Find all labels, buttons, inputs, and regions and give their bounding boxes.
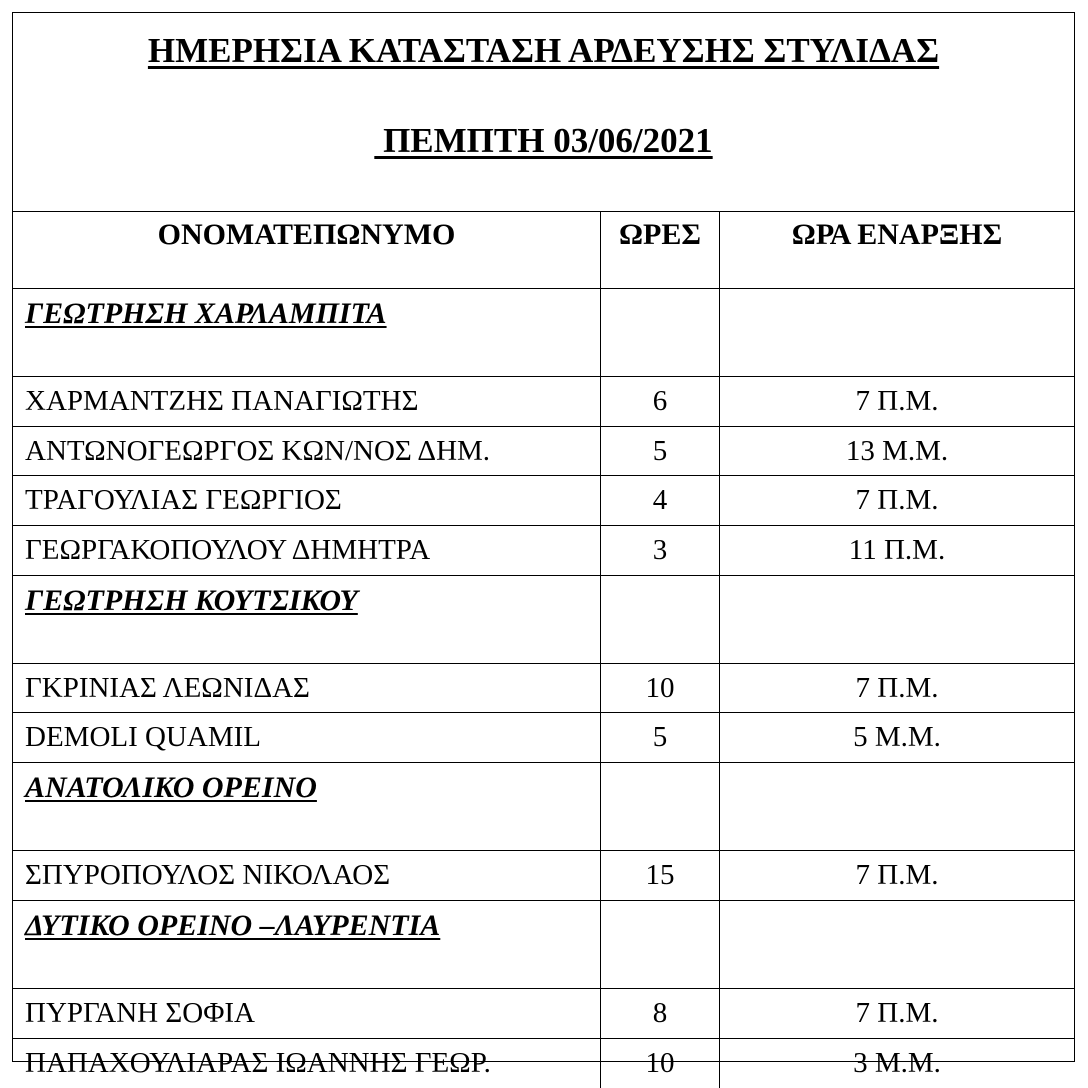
start-time-value: 7 Π.Μ.	[855, 859, 939, 892]
table-row	[13, 1039, 1074, 1088]
section-title: ΔΥΤΙΚΟ ΟΡΕΙΝΟ –ΛΑΥΡΕΝΤΙΑ	[13, 901, 601, 988]
worker-name: ΓΕΩΡΓΑΚΟΠΟΥΛΟΥ ΔΗΜΗΤΡΑ	[13, 526, 601, 575]
hours-value: 10	[601, 664, 720, 713]
irrigation-table	[13, 212, 1074, 1088]
hours-value: 6	[601, 377, 720, 426]
table-row	[13, 476, 1074, 526]
section-empty-cell	[720, 763, 1074, 850]
worker-name: ΧΑΡΜΑΝΤΖΗΣ ΠΑΝΑΓΙΩΤΗΣ	[13, 377, 601, 426]
section-title: ΓΕΩΤΡΗΣΗ ΧΑΡΛΑΜΠΙΤΑ	[13, 289, 601, 376]
hours-value: 8	[601, 989, 720, 1038]
table-row	[13, 427, 1074, 477]
start-time-value: 3 Μ.Μ.	[853, 1046, 941, 1079]
report-title: ΗΜΕΡΗΣΙΑ ΚΑΤΑΣΤΑΣΗ ΑΡΔΕΥΣΗΣ ΣΤΥΛΙΔΑΣ	[147, 31, 940, 70]
hours-value: 10	[601, 1039, 720, 1088]
worker-name: DEMOLI QUAMIL	[13, 713, 601, 762]
header-name: ΟΝΟΜΑΤΕΠΩΝΥΜΟ	[13, 212, 601, 288]
hours-value: 5	[601, 427, 720, 476]
section-empty-cell	[720, 289, 1074, 376]
table-body	[13, 289, 1074, 1088]
table-row	[13, 851, 1074, 901]
table-row	[13, 526, 1074, 576]
report-date: ΠΕΜΠΤΗ 03/06/2021	[374, 121, 713, 160]
start-time-value: 5 Μ.Μ.	[853, 721, 941, 754]
section-empty-cell	[720, 901, 1074, 988]
section-empty-cell	[601, 763, 720, 850]
start-time-value: 7 Π.Μ.	[855, 996, 939, 1029]
title-block	[13, 13, 1074, 212]
table-row	[13, 664, 1074, 714]
section-row	[13, 763, 1074, 851]
section-empty-cell	[601, 576, 720, 663]
irrigation-report	[12, 12, 1075, 1079]
section-empty-cell	[601, 289, 720, 376]
table-row	[13, 989, 1074, 1039]
worker-name: ΤΡΑΓΟΥΛΙΑΣ ΓΕΩΡΓΙΟΣ	[13, 476, 601, 525]
worker-name: ΠΥΡΓΑΝΗ ΣΟΦΙΑ	[13, 989, 601, 1038]
hours-value: 3	[601, 526, 720, 575]
section-row	[13, 576, 1074, 664]
header-start-time: ΩΡΑ ΕΝΑΡΞΗΣ	[791, 218, 1003, 251]
worker-name: ΠΑΠΑΧΟΥΛΙΑΡΑΣ ΙΩΑΝΝΗΣ ΓΕΩΡ.	[13, 1039, 601, 1088]
worker-name: ΓΚΡΙΝΙΑΣ ΛΕΩΝΙΔΑΣ	[13, 664, 601, 713]
section-title: ΓΕΩΤΡΗΣΗ ΚΟΥΤΣΙΚΟΥ	[13, 576, 601, 663]
worker-name: ΑΝΤΩΝΟΓΕΩΡΓΟΣ ΚΩΝ/ΝΟΣ ΔΗΜ.	[13, 427, 601, 476]
section-row	[13, 901, 1074, 989]
table-header-row	[13, 212, 1074, 289]
table-row	[13, 713, 1074, 763]
start-time-value: 7 Π.Μ.	[855, 385, 939, 417]
header-hours: ΩΡΕΣ	[601, 212, 720, 288]
section-row	[13, 289, 1074, 377]
start-time-value: 7 Π.Μ.	[855, 484, 939, 517]
start-time-value: 13 Μ.Μ.	[845, 434, 949, 467]
worker-name: ΣΠΥΡΟΠΟΥΛΟΣ ΝΙΚΟΛΑΟΣ	[13, 851, 601, 900]
table-row	[13, 377, 1074, 427]
hours-value: 5	[601, 713, 720, 762]
hours-value: 4	[601, 476, 720, 525]
section-empty-cell	[601, 901, 720, 988]
section-title: ΑΝΑΤΟΛΙΚΟ ΟΡΕΙΝΟ	[13, 763, 601, 850]
hours-value: 15	[601, 851, 720, 900]
section-empty-cell	[720, 576, 1074, 663]
start-time-value: 7 Π.Μ.	[855, 671, 939, 704]
start-time-value: 11 Π.Μ.	[848, 534, 946, 567]
